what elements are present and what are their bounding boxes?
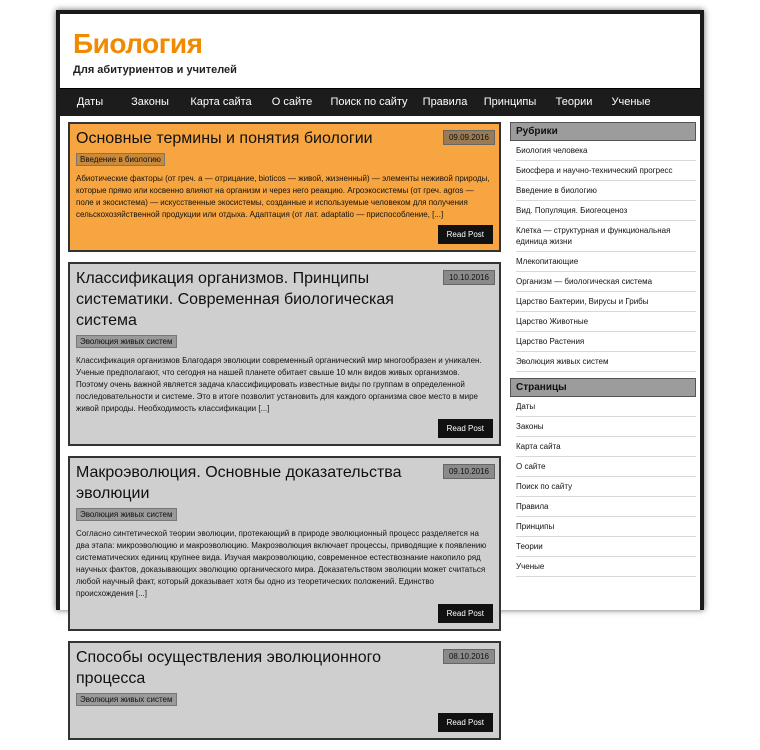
post-category[interactable]: Введение в биологию — [76, 153, 165, 166]
nav-item-theories[interactable]: Теории — [555, 96, 593, 108]
read-post-button[interactable]: Read Post — [438, 713, 493, 732]
post-date: 08.10.2016 — [443, 649, 495, 664]
post-title[interactable]: Макроэволюция. Основные доказательства эволюции — [76, 464, 402, 502]
rubric-item[interactable]: Млекопитающие — [516, 252, 696, 272]
rubrics-widget — [510, 122, 696, 372]
nav-item-dates[interactable]: Даты — [76, 96, 104, 108]
post-title[interactable]: Основные термины и понятия биологии — [76, 130, 373, 147]
post-list — [68, 122, 501, 750]
rubric-item[interactable]: Клетка — структурная и функциональная единица жизни — [516, 221, 696, 252]
read-post-button[interactable]: Read Post — [438, 225, 493, 244]
page-item[interactable]: Законы — [516, 417, 696, 437]
post-excerpt: Классификация организмов Благодаря эволюции современный органический мир многообразен и уникален. Ученые предполагают, что сегодня на нашей планете обитает свыше 10 млн видов живых организмов. Поэтому очень важной является задача классифицировать известные виды по группам в определенной последовательности и системе. Это в итоге позволит установить для каждого организма свое место в мире живой природы. Необходимость классификации [...] — [76, 356, 482, 413]
pages-list — [510, 397, 696, 577]
post-category[interactable]: Эволюция живых систем — [76, 508, 177, 521]
page-item[interactable]: Принципы — [516, 517, 696, 537]
rubric-item[interactable]: Царство Животные — [516, 312, 696, 332]
nav-item-scientists[interactable]: Ученые — [611, 96, 651, 108]
main-nav — [60, 88, 700, 116]
nav-item-principles[interactable]: Принципы — [483, 96, 537, 108]
page-item[interactable]: О сайте — [516, 457, 696, 477]
page-item[interactable]: Поиск по сайту — [516, 477, 696, 497]
rubrics-list — [510, 141, 696, 372]
page-item[interactable]: Карта сайта — [516, 437, 696, 457]
nav-item-rules[interactable]: Правила — [422, 96, 468, 108]
rubric-item[interactable]: Царство Бактерии, Вирусы и Грибы — [516, 292, 696, 312]
pages-widget — [510, 378, 696, 577]
post-date: 09.09.2016 — [443, 130, 495, 145]
rubric-item[interactable]: Вид. Популяция. Биогеоценоз — [516, 201, 696, 221]
post-excerpt: Абиотические факторы (от греч. a — отрицание, bioticos — живой, жизненный) — элементы неживой природы, которые прямо или косвенно влияют на организм и через него реакцию. Агроэкосистемы (от греч. agros — поле и экосистема) — искусственные экосистемы, созданные и используемые человеком для получения сельскохозяйственной продукции или отдыха. Адаптация (от лат. adaptatio — приспособление, [...] — [76, 174, 490, 219]
widget-title: Страницы — [510, 378, 696, 397]
page-item[interactable]: Ученые — [516, 557, 696, 577]
post-card — [68, 262, 501, 446]
page-item[interactable]: Даты — [516, 397, 696, 417]
widget-title: Рубрики — [510, 122, 696, 141]
post-date: 09.10.2016 — [443, 464, 495, 479]
post-category[interactable]: Эволюция живых систем — [76, 693, 177, 706]
post-category[interactable]: Эволюция живых систем — [76, 335, 177, 348]
nav-item-search[interactable]: Поиск по сайту — [330, 96, 408, 108]
rubric-item[interactable]: Биосфера и научно-технический прогресс — [516, 161, 696, 181]
site-title[interactable]: Биология — [73, 28, 203, 59]
page-item[interactable]: Правила — [516, 497, 696, 517]
rubric-item[interactable]: Организм — биологическая система — [516, 272, 696, 292]
post-card — [68, 456, 501, 631]
page-item[interactable]: Теории — [516, 537, 696, 557]
post-card — [68, 122, 501, 252]
post-title[interactable]: Способы осуществления эволюционного процесса — [76, 649, 381, 687]
read-post-button[interactable]: Read Post — [438, 604, 493, 623]
nav-item-laws[interactable]: Законы — [131, 96, 169, 108]
rubric-item[interactable]: Биология человека — [516, 141, 696, 161]
read-post-button[interactable]: Read Post — [438, 419, 493, 438]
post-date: 10.10.2016 — [443, 270, 495, 285]
nav-item-about[interactable]: О сайте — [271, 96, 313, 108]
site-header — [60, 14, 700, 88]
page-frame — [56, 10, 704, 727]
post-card — [68, 641, 501, 740]
site-description: Для абитуриентов и учителей — [73, 64, 237, 76]
rubric-item[interactable]: Эволюция живых систем — [516, 352, 696, 372]
nav-item-sitemap[interactable]: Карта сайта — [190, 96, 252, 108]
post-title[interactable]: Классификация организмов. Принципы систематики. Современная биологическая система — [76, 270, 394, 329]
post-excerpt: Согласно синтетической теории эволюции, протекающий в природе эволюционный процесс разделяется на два этапа: микроэволюцию и макроэволюцию. Макроэволюция включает процессы, приводящие к появлению систематических единиц крупнее вида. Изучая макроэволюцию, современное естествознание накопило ряд научных фактов, доказывающих эволюцию органического мира. Доказательством эволюции может считаться любой научный факт, который доказывает хотя бы одно из теоретических положений. Единство происхождения [...] — [76, 529, 487, 598]
rubric-item[interactable]: Царство Растения — [516, 332, 696, 352]
rubric-item[interactable]: Введение в биологию — [516, 181, 696, 201]
sidebar — [510, 122, 696, 583]
